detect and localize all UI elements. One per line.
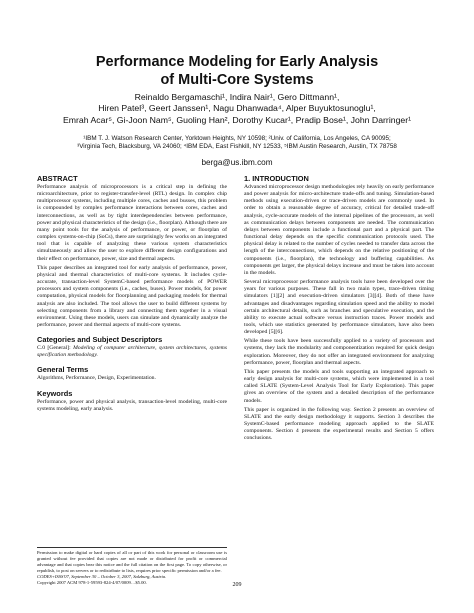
introduction-heading: 1. INTRODUCTION (244, 174, 309, 183)
permission-text: Permission to make digital or hard copies of all or part of this work for personal or classroom use is granted without fee provided that copies are not made or distributed for profit or commercial advantage and that copies bear this notice and the full citation on the first page. To copy otherwise, or republish, to post on servers or to redistribute to lists, requires prior specific permission and/or a fee. (37, 550, 227, 573)
permission-notice (37, 547, 227, 585)
copyright-info: Copyright 2007 ACM 978-1-59593-824-4/07/0009…$5.00. (37, 579, 147, 585)
contact-email: berga@us.ibm.com (201, 158, 273, 167)
abstract-paragraph-2: This paper describes an integrated tool for early analysis of performance, power, physical and thermal characteristics of multi-core systems. It includes cycle-accurate, transaction-level SystemC-based performance models of POWER processors and system components (i.e., caches, buses). Power models, for power computation, physical models for floorplanning and packaging models for thermal analysis are also included. The tool allows the user to build different systems by selecting components from a library and connecting them together in a visual environment. Using these models, users can simulate and dynamically analyze the performance, power and thermal aspects of multi-core systems. (37, 264, 227, 328)
conference-info: CODES+ISSS'07, September 30 – October 3, 2007, Salzburg, Austria. (37, 573, 167, 579)
author-list (0, 92, 474, 126)
abstract-heading: ABSTRACT (37, 174, 78, 183)
paper-title (0, 53, 474, 89)
right-column (244, 168, 434, 444)
authors-line-2: Hiren Patel³, Geert Janssen¹, Nagu Dhanwada⁴, Alper Buyuktosunoglu¹, (98, 103, 376, 114)
intro-paragraph-2: Several microprocessor performance analysis tools have been developed over the years for various purposes. These fall in two main types, trace-driven timing simulators [1][2] and execution-driven simulators [3][4]. Both of these have advantages and disadvantages regarding simulation speed and the ability to model certain architectural details, such as branches and speculative execution, and the ability to execute actual software versus instruction traces. Power models and tools, which use statistics generated by performance simulators, have also been developed [5][6]. (244, 279, 434, 336)
categories-description: Modeling of computer architecture, system architectures, systems specification methodology. (37, 345, 227, 359)
intro-paragraph-4: This paper presents the models and tools supporting an integrated approach to early design analysis for multi-core systems, which were implemented in a tool called SLATE (System-Level Analysis Tool for Early Exploration). This paper gives an overview of the system and a detailed description of the performance models. (244, 368, 434, 404)
keywords-text: Performance, power and physical analysis, transaction-level modeling, multi-core systems modeling, early analysis. (37, 398, 227, 412)
intro-paragraph-3: While these tools have been successfully applied to a variety of processors and systems, they lack the modularity and componentization required for quick design exploration. Moreover, they do not offer an integrated environment for analyzing performance, power, floorplan and thermal aspects. (244, 338, 434, 366)
general-terms-text: Algorithms, Performance, Design, Experimentation. (37, 375, 156, 382)
intro-paragraph-5: This paper is organized in the following way. Section 2 presents an overview of SLATE and the early design methodology it supports. Section 3 describes the SystemC-based performance modeling approach applied to the SLATE components. Section 4 presents the experimental results and Section 5 offers conclusions. (244, 406, 434, 442)
title-line-2: of Multi-Core Systems (160, 72, 314, 88)
categories-text (37, 345, 227, 359)
title-line-1: Performance Modeling for Early Analysis (95, 54, 379, 70)
affiliation-line-2: ³Virginia Tech, Blacksburg, VA 24060; ⁴IBM EDA, East Fishkill, NY 12533, ⁵IBM Austin Research, Austin, TX 78758 (77, 143, 397, 151)
categories-label: C.0 [General]: (37, 345, 74, 352)
affiliations (0, 135, 474, 151)
affiliation-line-1: ¹IBM T. J. Watson Research Center, Yorktown Heights, NY 10598; ²Univ. of California, Los Angeles, CA 90095; (83, 135, 391, 142)
general-terms-heading: General Terms (37, 365, 89, 375)
authors-line-3: Emrah Acar⁵, Gi-Joon Nam⁵, Guoling Han², Dorothy Kucar¹, Pradip Bose¹, John Darringer¹ (62, 114, 412, 125)
keywords-heading: Keywords (37, 388, 73, 398)
left-column (37, 168, 227, 415)
authors-line-1: Reinaldo Bergamaschi¹, Indira Nair¹, Gero Dittmann¹, (134, 92, 340, 102)
categories-heading: Categories and Subject Descriptors (37, 335, 163, 345)
abstract-paragraph-1: Performance analysis of microprocessors is a critical step in defining the microarchitecture, prior to register-transfer-level (RTL) design. In complex chip multiprocessor systems, including multiple cores, caches and busses, this problem is compounded by complex performance interactions between cores, caches and interconnections, as well as by tight interdependencies between performance, power and physical characteristics of the design (i.e., floorplan). Although there are many point tools for the analysis of performance, or power, or floorplan of complex systems-on-chip (SoCs), there are surprisingly few works on an integrated tool that is capable of analyzing these various system characteristics simultaneously and allow the user to explore different design configurations and their effect on performance, power, size and thermal aspects. (37, 184, 228, 262)
intro-paragraph-1: Advanced microprocessor design methodologies rely heavily on early performance and power analysis for micro-architecture trade-offs and tuning. Simulation-based methods using execution-driven or trace-driven models are commonly used. In order to obtain a reasonable degree of accuracy, critical for detailed trade-off analysis, cycle-accurate models of the internal pipelines of the processors, as well as communication delays between components are needed. The communication delays between components include a functional part and a physical part. The functional delay depends on the specific communication protocols used. The physical delay is related to the number of cycles needed to transfer data across the length of the interconnections, which depends on the relative positioning of the components (i.e., floorplan), the technology and buffering capabilities. As components get larger, the physical delays increase and must be taken into account in the models. (244, 184, 434, 276)
page-number: 209 (232, 582, 242, 588)
